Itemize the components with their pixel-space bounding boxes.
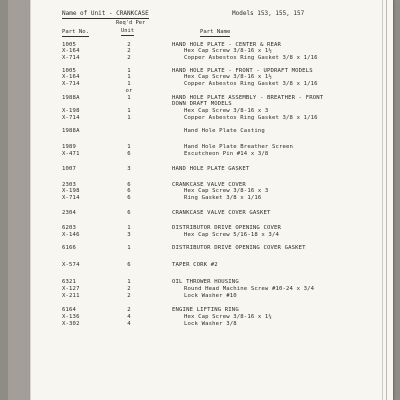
part-name: DISTRIBUTOR DRIVE OPENING COVER — [172, 225, 282, 231]
part-name: Hex Cap Screw 3/8-16 x 3 — [184, 108, 269, 114]
quantity: 1 — [127, 74, 131, 80]
quantity: 6 — [127, 151, 131, 157]
part-number: 6203 — [62, 225, 77, 231]
part-number: X-574 — [62, 262, 80, 268]
part-number: X-164 — [62, 74, 80, 80]
part-number: X-714 — [62, 81, 80, 87]
part-name: Copper Asbestos Ring Gasket 3/8 x 1/16 — [184, 55, 318, 61]
page-edge — [386, 0, 387, 400]
part-no-header: Part No. — [62, 29, 89, 35]
part-number: 1005 — [62, 42, 77, 48]
part-name: HAND HOLE PLATE GASKET — [172, 166, 250, 172]
part-name: Lock Washer 3/8 — [184, 321, 237, 327]
quantity: 6 — [127, 188, 131, 194]
part-number: X-198 — [62, 188, 80, 194]
part-number: 6321 — [62, 279, 77, 285]
part-name: Hex Cap Screw 3/8-16 x 3 — [184, 188, 269, 194]
part-number: 2304 — [62, 210, 77, 216]
part-name: Hex Cap Screw 5/16-18 x 3/4 — [184, 232, 279, 238]
part-name-header: Part Name — [200, 29, 231, 35]
part-number: X-714 — [62, 115, 80, 121]
part-number: X-471 — [62, 151, 80, 157]
part-name: Hex Cap Screw 3/8-16 x 1½ — [184, 48, 272, 54]
quantity: 2 — [127, 286, 131, 292]
quantity: 6 — [127, 195, 131, 201]
quantity: 2 — [127, 55, 131, 61]
part-number: 1005 — [62, 68, 77, 74]
part-name: OIL THROWER HOUSING — [172, 279, 239, 285]
part-name-continued: DOWN DRAFT MODELS — [172, 101, 232, 107]
part-number: 6166 — [62, 245, 77, 251]
part-name: DISTRIBUTOR DRIVE OPENING COVER GASKET — [172, 245, 306, 251]
part-number: X-714 — [62, 55, 80, 61]
quantity: 2 — [127, 48, 131, 54]
part-name: Ring Gasket 3/8 x 1/16 — [184, 195, 262, 201]
part-number: 1989 — [62, 144, 77, 150]
quantity: 1 — [127, 245, 131, 251]
part-number: X-136 — [62, 314, 80, 320]
quantity: 2 — [127, 293, 131, 299]
part-number: X-302 — [62, 321, 80, 327]
part-name: TAPER CORK #2 — [172, 262, 218, 268]
part-number: X-211 — [62, 293, 80, 299]
quantity: 1 — [127, 95, 131, 101]
part-name: Escutcheon Pin #14 x 3/8 — [184, 151, 269, 157]
part-name: HAND HOLE PLATE ASSEMBLY - BREATHER - FRONT — [172, 95, 324, 101]
part-number: X-198 — [62, 108, 80, 114]
quantity: 4 — [127, 314, 131, 320]
reqd-header-line1: Req'd Per — [116, 20, 146, 26]
part-number: X-146 — [62, 232, 80, 238]
part-number: X-127 — [62, 286, 80, 292]
quantity: 1 — [127, 81, 131, 87]
part-number: 1007 — [62, 166, 77, 172]
part-name: Hand Hole Plate Breather Screen — [184, 144, 294, 150]
part-name: Hex Cap Screw 3/8-16 x 1½ — [184, 74, 272, 80]
quantity: 6 — [127, 210, 131, 216]
part-name: Hand Hole Plate Casting — [184, 128, 265, 134]
quantity: 4 — [127, 321, 131, 327]
part-name: Copper Asbestos Ring Gasket 3/8 x 1/16 — [184, 81, 318, 87]
quantity: 1 — [127, 279, 131, 285]
quantity: 1 — [127, 68, 131, 74]
models-label: Models 153, 155, 157 — [232, 10, 305, 17]
part-number: 2303 — [62, 182, 77, 188]
quantity: 2 — [127, 42, 131, 48]
reqd-header-line2: Unit — [121, 28, 134, 34]
quantity: 1 — [127, 115, 131, 121]
quantity: 1 — [127, 108, 131, 114]
part-number: X-714 — [62, 195, 80, 201]
part-name: Lock Washer #10 — [184, 293, 237, 299]
part-name: Hex Cap Screw 3/8-16 x 1¼ — [184, 314, 272, 320]
quantity: 2 — [127, 307, 131, 313]
unit-name-label: Name of Unit - CRANKCASE — [62, 10, 149, 17]
quantity: 1 — [127, 144, 131, 150]
part-number: 6164 — [62, 307, 77, 313]
part-name: ENGINE LIFTING RING — [172, 307, 239, 313]
quantity: 6 — [127, 182, 131, 188]
part-name: Round Head Machine Screw #10-24 x 3/4 — [184, 286, 315, 292]
part-name: Copper Asbestos Ring Gasket 3/8 x 1/16 — [184, 115, 318, 121]
part-number: X-164 — [62, 48, 80, 54]
part-name: HAND HOLE PLATE - FRONT - UPDRAFT MODELS — [172, 68, 313, 74]
part-name: CRANKCASE VALVE COVER GASKET — [172, 210, 271, 216]
part-number: 1988A — [62, 128, 80, 134]
quantity: 3 — [127, 232, 131, 238]
part-name: HAND HOLE PLATE - CENTER & REAR — [172, 42, 282, 48]
part-number: 1988A — [62, 95, 80, 101]
quantity: 3 — [127, 166, 131, 172]
quantity: 6 — [127, 262, 131, 268]
part-name: CRANKCASE VALVE COVER — [172, 182, 246, 188]
or-separator: or — [125, 88, 133, 94]
quantity: 1 — [127, 225, 131, 231]
